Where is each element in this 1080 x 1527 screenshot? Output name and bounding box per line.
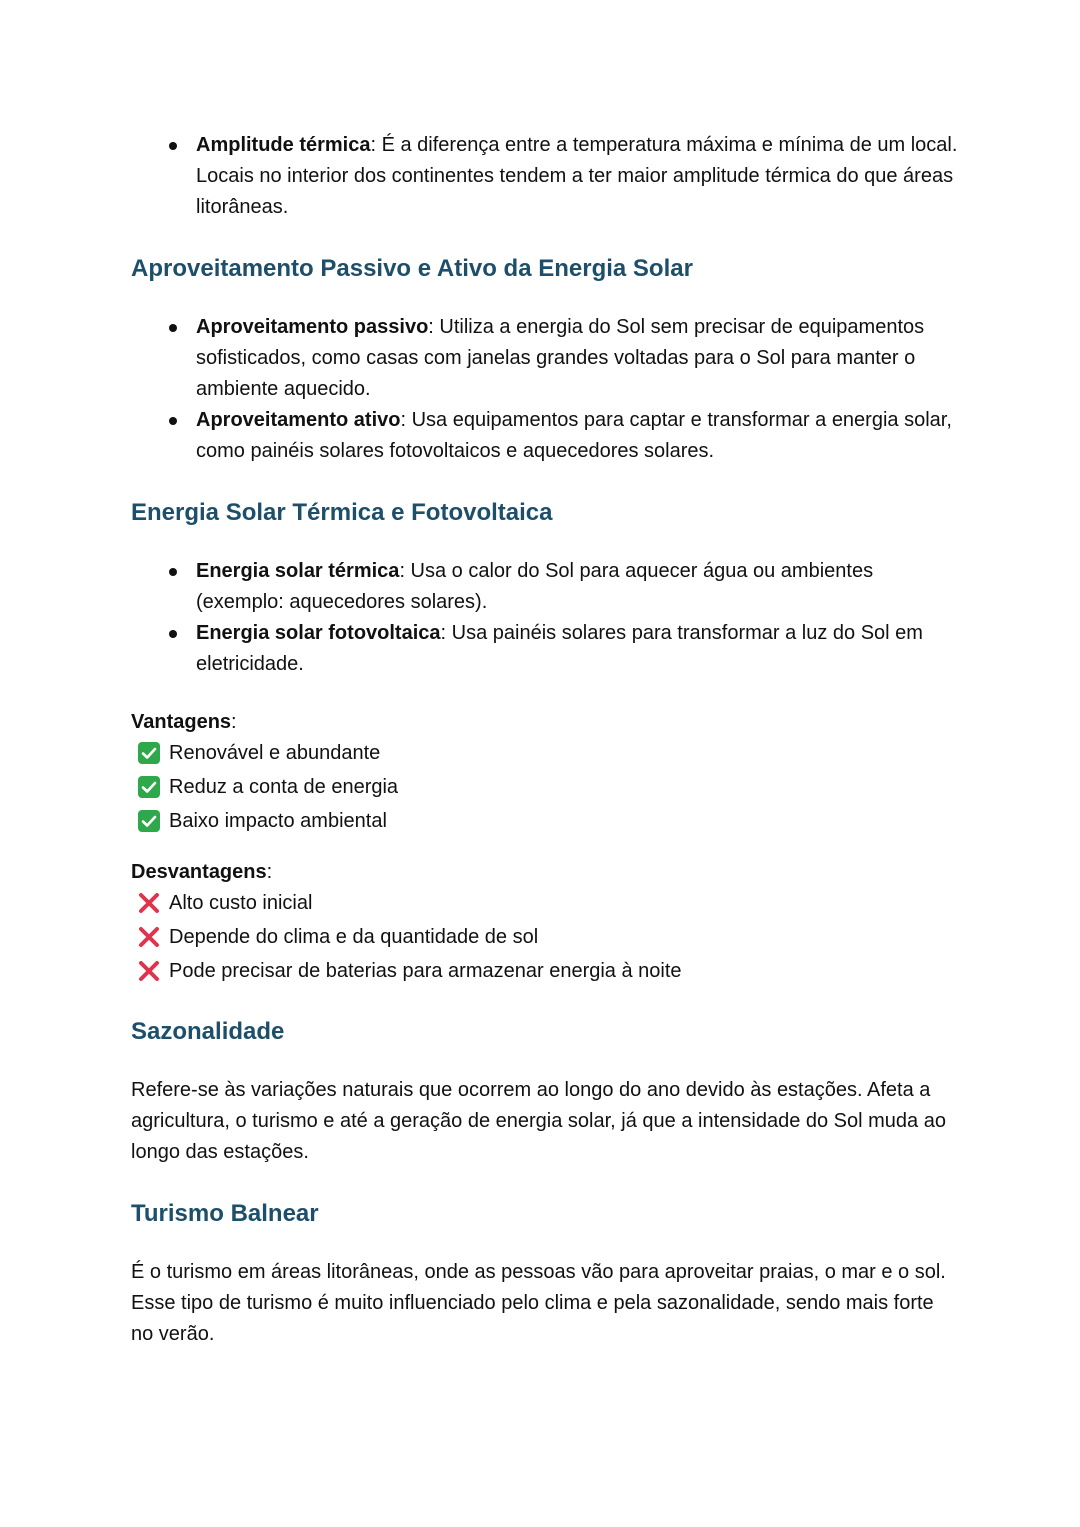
advantages-label [131, 708, 961, 736]
list-item [131, 770, 961, 804]
term-label: Aproveitamento passivo [196, 316, 429, 338]
term-label: Amplitude térmica [196, 134, 371, 156]
advantages-list [131, 736, 961, 838]
list-item [131, 920, 961, 954]
disadvantages-label [131, 858, 961, 886]
term-description: : Usa equipamentos para captar e transformar a energia solar, como painéis solares fotovoltaicos e aquecedores solares. [196, 409, 952, 462]
cross-mark-icon [138, 892, 160, 914]
list-item [131, 954, 961, 988]
beach-tourism-paragraph: É o turismo em áreas litorâneas, onde as pessoas vão para aproveitar praias, o mar e o sol. Esse tipo de turismo é muito influenciado pelo clima e pela sazonalidade, sendo mais forte no verão. [131, 1261, 946, 1345]
check-mark-icon [138, 810, 160, 832]
check-mark-icon [138, 742, 160, 764]
solar-types-list [131, 556, 961, 680]
advantages-label-text: Vantagens [131, 711, 232, 733]
cross-mark-icon [138, 960, 160, 982]
disadvantage-text: Pode precisar de baterias para armazenar energia à noite [169, 960, 682, 982]
list-item [131, 736, 961, 770]
seasonality-paragraph: Refere-se às variações naturais que ocorrem ao longo do ano devido às estações. Afeta a agricultura, o turismo e até a geração de energia solar, já que a intensidade do Sol muda ao longo das estações. [131, 1079, 946, 1163]
advantage-text: Baixo impacto ambiental [169, 810, 387, 832]
list-item [131, 556, 961, 618]
list-item [131, 804, 961, 838]
advantage-text: Renovável e abundante [169, 742, 381, 764]
check-mark-icon [138, 776, 160, 798]
section-heading-solar-types: Energia Solar Térmica e Fotovoltaica [131, 499, 553, 526]
term-label: Aproveitamento ativo [196, 409, 401, 431]
cross-mark-icon [138, 926, 160, 948]
list-item [131, 130, 961, 223]
advantages-label-colon: : [231, 711, 237, 733]
section-heading-seasonality: Sazonalidade [131, 1018, 285, 1045]
list-item [131, 886, 961, 920]
list-item [131, 405, 961, 467]
term-description: : Usa o calor do Sol para aquecer água ou ambientes (exemplo: aquecedores solares). [196, 560, 874, 613]
term-description: : Usa painéis solares para transformar a luz do Sol em eletricidade. [196, 622, 923, 675]
intro-list [131, 130, 961, 223]
solar-use-list [131, 312, 961, 467]
advantage-text: Reduz a conta de energia [169, 776, 399, 798]
section-heading-solar-use: Aproveitamento Passivo e Ativo da Energia Solar [131, 255, 693, 282]
list-item [131, 312, 961, 405]
term-label: Energia solar fotovoltaica [196, 622, 441, 644]
term-description: : Utiliza a energia do Sol sem precisar de equipamentos sofisticados, como casas com janelas grandes voltadas para o Sol para manter o ambiente aquecido. [196, 316, 925, 400]
term-description: : É a diferença entre a temperatura máxima e mínima de um local. Locais no interior dos continentes tendem a ter maior amplitude térmica do que áreas litorâneas. [196, 134, 958, 218]
list-item [131, 618, 961, 680]
disadvantages-list [131, 886, 961, 988]
disadvantage-text: Depende do clima e da quantidade de sol [169, 926, 539, 948]
disadvantages-label-colon: : [266, 861, 273, 883]
section-heading-beach-tourism: Turismo Balnear [131, 1200, 319, 1227]
document-page [131, 130, 961, 1350]
disadvantages-label-text: Desvantagens [131, 861, 267, 883]
term-label: Energia solar térmica [196, 560, 400, 582]
disadvantage-text: Alto custo inicial [169, 892, 313, 914]
